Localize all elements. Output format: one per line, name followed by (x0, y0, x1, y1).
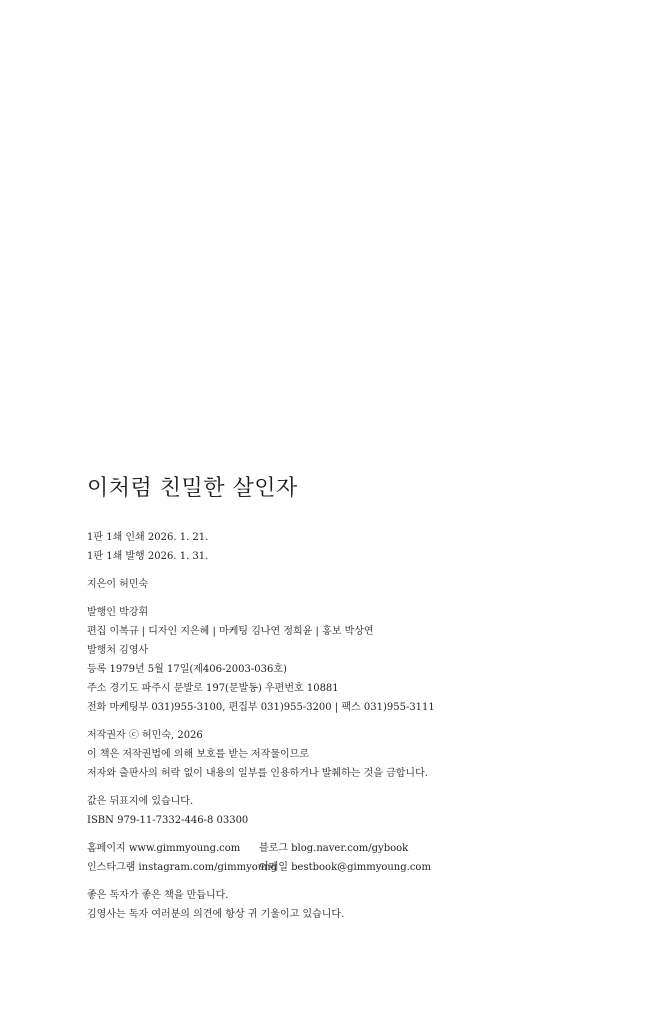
blog-link[interactable]: 블로그 blog.naver.com/gybook (259, 843, 409, 854)
spacer (87, 717, 627, 726)
book-title: 이처럼 친밀한 살인자 (87, 476, 298, 501)
publisher-line: 발행인 박강휘 (87, 607, 149, 618)
colophon (87, 474, 627, 924)
copyright-notice-line-2: 저자와 출판사의 허락 없이 내용의 일부를 인용하거나 발췌하는 것을 금합니다. (87, 768, 428, 779)
price-line: 값은 뒤표지에 있습니다. (87, 796, 194, 807)
staff-line: 편집 이복규 | 디자인 지은혜 | 마케팅 김나연 정희윤 | 홍보 박상연 (87, 626, 374, 637)
slogan-line-1: 좋은 독자가 좋은 책을 만듭니다. (87, 890, 229, 901)
spacer (87, 594, 627, 603)
publishing-house-line: 발행처 김영사 (87, 645, 149, 656)
first-print-line: 1판 1쇄 인쇄 2026. 1. 21. (87, 532, 209, 543)
registration-line: 등록 1979년 5월 17일(제406-2003-036호) (87, 664, 287, 675)
author-line: 지은이 허민숙 (87, 579, 149, 590)
spacer (87, 783, 627, 792)
contact-row-1 (87, 839, 627, 858)
copyright-notice-line-1: 이 책은 저작권법에 의해 보호를 받는 저작물이므로 (87, 749, 309, 760)
spacer (87, 830, 627, 839)
address-line: 주소 경기도 파주시 문발로 197(문발동) 우편번호 10881 (87, 683, 339, 694)
email-link[interactable]: 이메일 bestbook@gimmyoung.com (259, 862, 431, 873)
copyright-holder-line: 저작권자 ⓒ 허민숙, 2026 (87, 730, 203, 741)
instagram-link[interactable]: 인스타그램 instagram.com/gimmyoung (87, 862, 278, 873)
isbn-line: ISBN 979-11-7332-446-8 03300 (87, 815, 249, 826)
first-publish-line: 1판 1쇄 발행 2026. 1. 31. (87, 551, 209, 562)
slogan-line-2: 김영사는 독자 여러분의 의견에 항상 귀 기울이고 있습니다. (87, 909, 345, 920)
spacer (87, 566, 627, 575)
contact-row-2 (87, 858, 627, 877)
homepage-link[interactable]: 홈페이지 www.gimmyoung.com (87, 843, 241, 854)
spacer (87, 877, 627, 886)
phone-line: 전화 마케팅부 031)955-3100, 편집부 031)955-3200 | 팩스 031)955-3111 (87, 702, 435, 713)
